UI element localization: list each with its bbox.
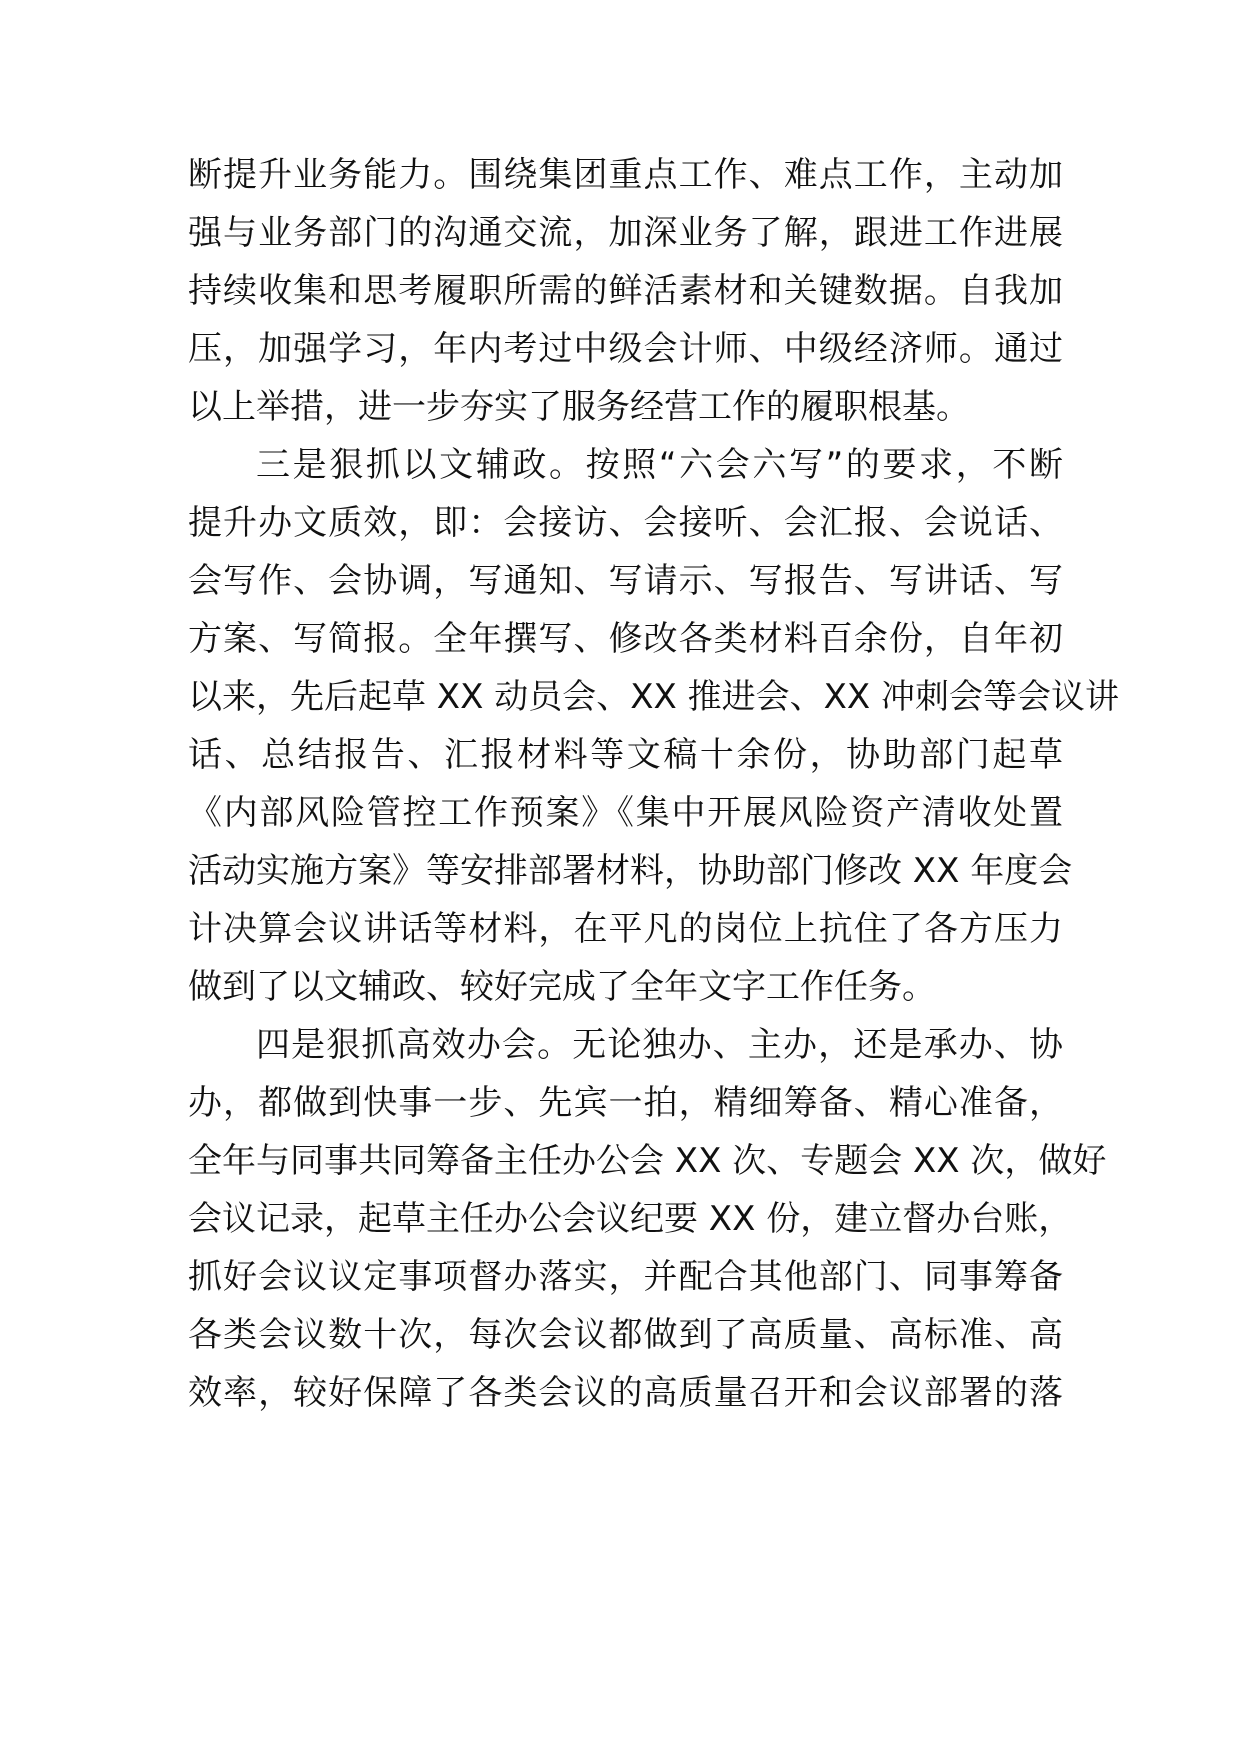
text-line: 办，都做到快事一步、先宾一拍，精细筹备、精心准备， <box>188 1083 1063 1123</box>
text-line: 效率，较好保障了各类会议的高质量召开和会议部署的落 <box>188 1373 1063 1413</box>
text-line: 以来，先后起草 XX 动员会、XX 推进会、XX 冲刺会等会议讲 <box>188 677 1119 717</box>
text-line: 各类会议数十次，每次会议都做到了高质量、高标准、高 <box>188 1315 1063 1355</box>
text-line: 强与业务部门的沟通交流，加深业务了解，跟进工作进展 <box>188 213 1063 253</box>
text-line: 方案、写简报。全年撰写、修改各类材料百余份，自年初 <box>188 619 1063 659</box>
text-line: 会写作、会协调，写通知、写请示、写报告、写讲话、写 <box>188 561 1063 601</box>
text-line: 做到了以文辅政、较好完成了全年文字工作任务。 <box>188 967 936 1007</box>
text-line: 持续收集和思考履职所需的鲜活素材和关键数据。自我加 <box>188 271 1063 311</box>
text-line: 提升办文质效，即：会接访、会接听、会汇报、会说话、 <box>188 503 1063 543</box>
text-line: 抓好会议议定事项督办落实，并配合其他部门、同事筹备 <box>188 1257 1063 1297</box>
text-line: 断提升业务能力。围绕集团重点工作、难点工作，主动加 <box>188 155 1063 195</box>
text-line: 计决算会议讲话等材料，在平凡的岗位上抗住了各方压力 <box>188 909 1063 949</box>
text-line: 活动实施方案》等安排部署材料，协助部门修改 XX 年度会 <box>188 851 1073 891</box>
text-line: 压，加强学习，年内考过中级会计师、中级经济师。通过 <box>188 329 1063 369</box>
text-line: 以上举措，进一步夯实了服务经营工作的履职根基。 <box>188 387 970 427</box>
paragraph-start-line: 四是狠抓高效办会。无论独办、主办，还是承办、协 <box>256 1025 1063 1065</box>
text-line: 话、总结报告、汇报材料等文稿十余份，协助部门起草 <box>188 735 1063 775</box>
text-line: 会议记录，起草主任办公会议纪要 XX 份，建立督办台账， <box>188 1199 1073 1239</box>
paragraph-start-line: 三是狠抓以文辅政。按照“六会六写”的要求，不断 <box>256 445 1063 485</box>
text-line: 全年与同事共同筹备主任办公会 XX 次、专题会 XX 次，做好 <box>188 1141 1107 1181</box>
text-line: 《内部风险管控工作预案》《集中开展风险资产清收处置 <box>188 793 1063 833</box>
